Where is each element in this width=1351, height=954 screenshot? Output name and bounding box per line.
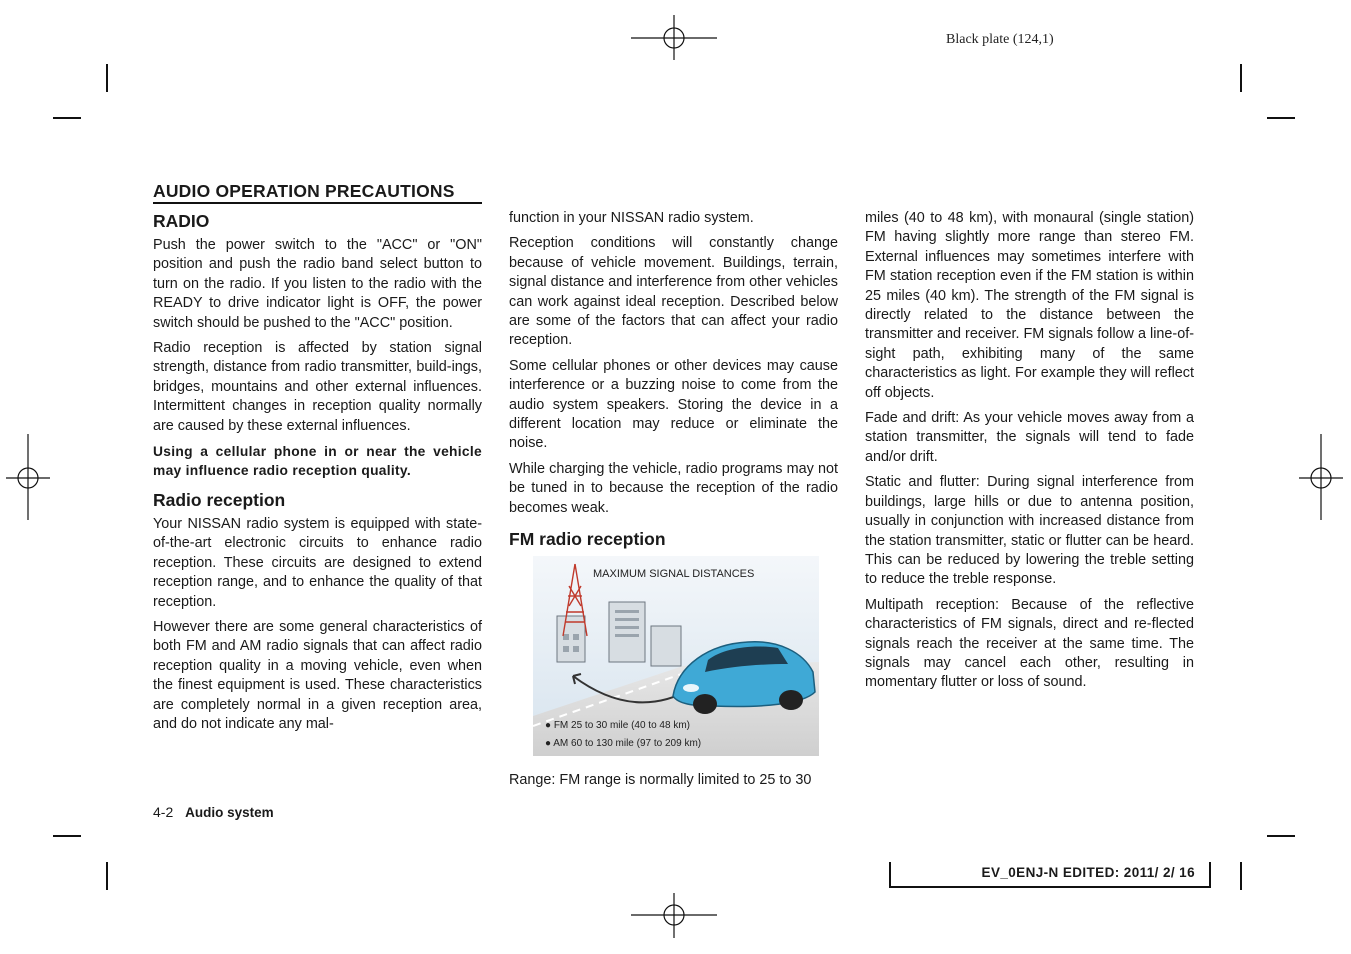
paragraph: Radio reception is affected by station signal strength, distance from radio transmitter, build-ings, bridges, mountains and other external influences. Intermittent changes in reception quality normally are caused by these external influences. xyxy=(153,340,482,434)
paragraph: function in your NISSAN radio system. xyxy=(509,210,754,226)
section-name: Audio system xyxy=(185,805,274,820)
radio-heading: RADIO xyxy=(153,211,210,231)
registration-mark-left xyxy=(6,434,50,520)
section-title: AUDIO OPERATION PRECAUTIONS xyxy=(153,180,482,204)
figure-title: MAXIMUM SIGNAL DISTANCES xyxy=(593,568,755,580)
signal-distance-illustration xyxy=(533,556,819,756)
paragraph: miles (40 to 48 km), with monaural (single station) FM having slightly more range than stereo FM. External influences may sometimes interfere with FM station reception even if the FM station is within 25 miles (40 km). The strength of the FM signal is directly related to the distance between the transmitter and receiver. FM signals follow a line-of-sight path, exhibiting many of the same characteristics as light. For example they will reflect off objects. xyxy=(865,210,1194,401)
paragraph: Your NISSAN radio system is equipped with state-of-the-art electronic circuits to enhance radio reception. These circuits are designed to extend reception range, and to enhance the quality of that reception. xyxy=(153,515,482,610)
illustration-graphic xyxy=(533,556,819,756)
paragraph: Fade and drift: As your vehicle moves away from a station transmitter, the signals will tend to fade and/or drift. xyxy=(865,410,1194,465)
registration-mark-bottom xyxy=(631,893,717,938)
page-footer xyxy=(153,804,274,820)
registration-mark-right xyxy=(1299,434,1343,520)
paragraph: However there are some general characteristics of both FM and AM radio signals that can affect radio reception quality in a moving vehicle, even when the finest equipment is used. These characteristics are completely normal in a given reception area, and do not indicate any mal- xyxy=(153,618,482,732)
column-1 xyxy=(153,180,482,740)
column-3 xyxy=(865,209,1194,699)
column-2-tail xyxy=(509,771,849,796)
warning-text: Using a cellular phone in or near the vehicle may influence radio reception quality. xyxy=(153,444,482,479)
paragraph: Range: FM range is normally limited to 25 to 30 xyxy=(509,772,812,788)
page-number: 4-2 xyxy=(153,804,174,820)
column-2 xyxy=(509,209,838,554)
edited-stamp: EV_0ENJ-N EDITED: 2011/ 2/ 16 xyxy=(889,862,1211,888)
paragraph: Push the power switch to the "ACC" or "ON" position and push the radio band select button to turn on the radio. If you listen to the radio with the READY to drive indicator light is OFF, the power switch should be pushed to the "ACC" position. xyxy=(153,237,482,331)
registration-mark-top xyxy=(631,15,717,60)
am-distance-label: ● AM 60 to 130 mile (97 to 209 km) xyxy=(545,738,702,749)
radio-reception-heading: Radio reception xyxy=(153,489,286,510)
fm-reception-heading: FM radio reception xyxy=(509,529,666,550)
paragraph: Some cellular phones or other devices may cause interference or a buzzing noise to come from the audio system speakers. Storing the device in a different location may reduce or eliminate the noise. xyxy=(509,357,838,452)
paragraph: While charging the vehicle, radio programs may not be tuned in to because the reception of the radio becomes weak. xyxy=(509,460,838,516)
paragraph: Multipath reception: Because of the reflective characteristics of FM signals, direct and re-flected signals reach the receiver at the same time. The signals may cancel each other, resulting in momentary flutter or loss of sound. xyxy=(865,596,1194,691)
paragraph: Reception conditions will constantly change because of vehicle movement. Buildings, terrain, signal distance and interference from other vehicles can work against ideal reception. Described below are some of the factors that can affect your radio reception. xyxy=(509,235,838,349)
plate-label: Black plate (124,1) xyxy=(946,32,1054,47)
fm-distance-label: ● FM 25 to 30 mile (40 to 48 km) xyxy=(545,720,690,731)
paragraph: Static and flutter: During signal interference from buildings, large hills or due to antenna position, usually in conjunction with increased distance from the station transmitter, static or flutter can be heard. This can be reduced by lowering the treble setting to reduce the treble response. xyxy=(865,474,1194,588)
